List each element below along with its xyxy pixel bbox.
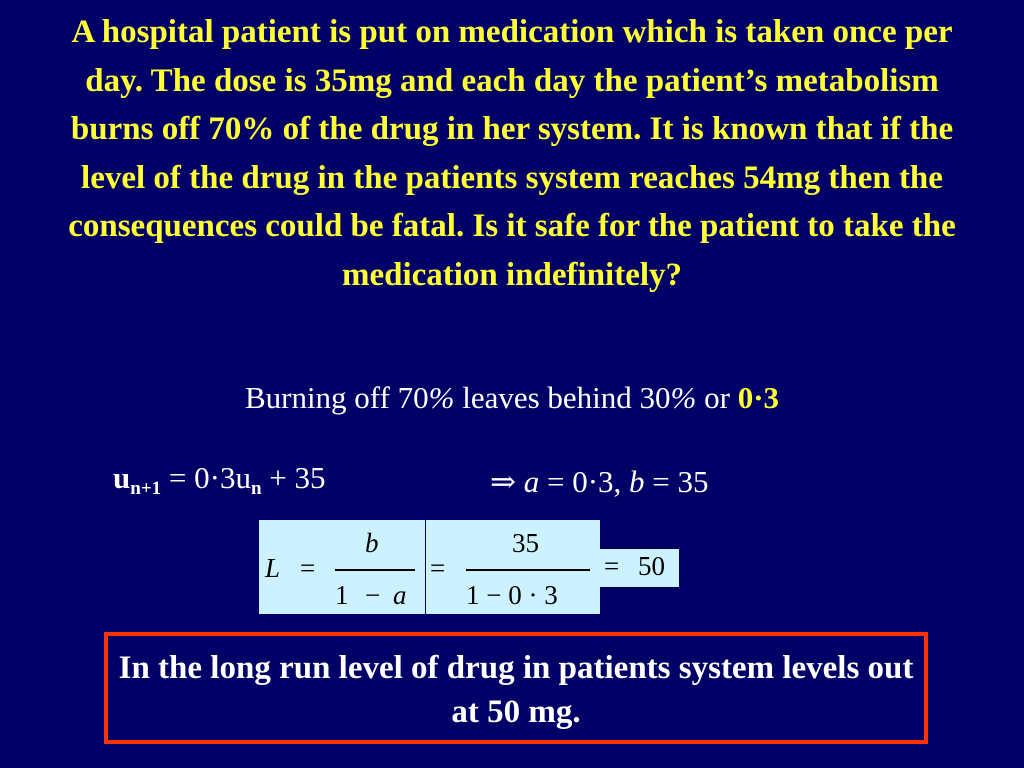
minus-sign: − (365, 580, 381, 610)
denominator-expression: 1 − 0 · 3 (466, 580, 558, 610)
b-label: b (629, 464, 645, 499)
limit-symbol: L (265, 553, 281, 583)
burn-off-statement (0, 376, 1024, 420)
equals-sign: = (430, 553, 446, 583)
implies-arrow-icon: ⇒ (490, 464, 516, 499)
fraction-bar (466, 569, 590, 571)
subscript-n-plus-1: n+1 (130, 478, 162, 499)
burn-value: 0·3 (737, 380, 780, 415)
result-value: 50 (638, 551, 665, 581)
percent-sign: % (670, 380, 697, 415)
burn-or: or (696, 380, 738, 415)
implies-statement (490, 462, 709, 502)
numerator-35: 35 (512, 528, 539, 558)
equals-sign: = (300, 553, 316, 583)
equals-sign: = (604, 551, 620, 581)
percent-sign: % (428, 380, 455, 415)
burn-prefix: Burning off 70 (244, 380, 429, 415)
conclusion-box: In the long run level of drug in patients system levels out at 50 mg. (104, 632, 928, 744)
fraction-bar (335, 569, 415, 571)
denominator-a: a (393, 580, 407, 610)
burn-middle: leaves behind 30 (454, 380, 671, 415)
u-term: u (113, 460, 131, 495)
b-value: = 35 (644, 464, 709, 499)
numerator-b: b (365, 528, 379, 558)
result-box (600, 549, 679, 587)
problem-statement: A hospital patient is put on medication which is taken once per day. The dose is 35mg and each day the patient’s metabolism burns off 70% of the drug in her system. It is known that if the level of the drug in the patients system reaches 54mg then the consequences could be fatal. Is it safe for the patient to take the medication indefinitely? (68, 14, 956, 293)
subscript-n: n (250, 478, 262, 499)
recurrence-mid: = 0·3u (161, 460, 251, 495)
recurrence-tail: + 35 (261, 460, 326, 495)
a-value: = 0·3, (539, 464, 630, 499)
recurrence-relation (113, 458, 326, 498)
denominator-one: 1 (335, 580, 349, 610)
limit-formula-box (259, 520, 425, 614)
substitution-box (426, 520, 600, 614)
a-label: a (523, 464, 540, 499)
